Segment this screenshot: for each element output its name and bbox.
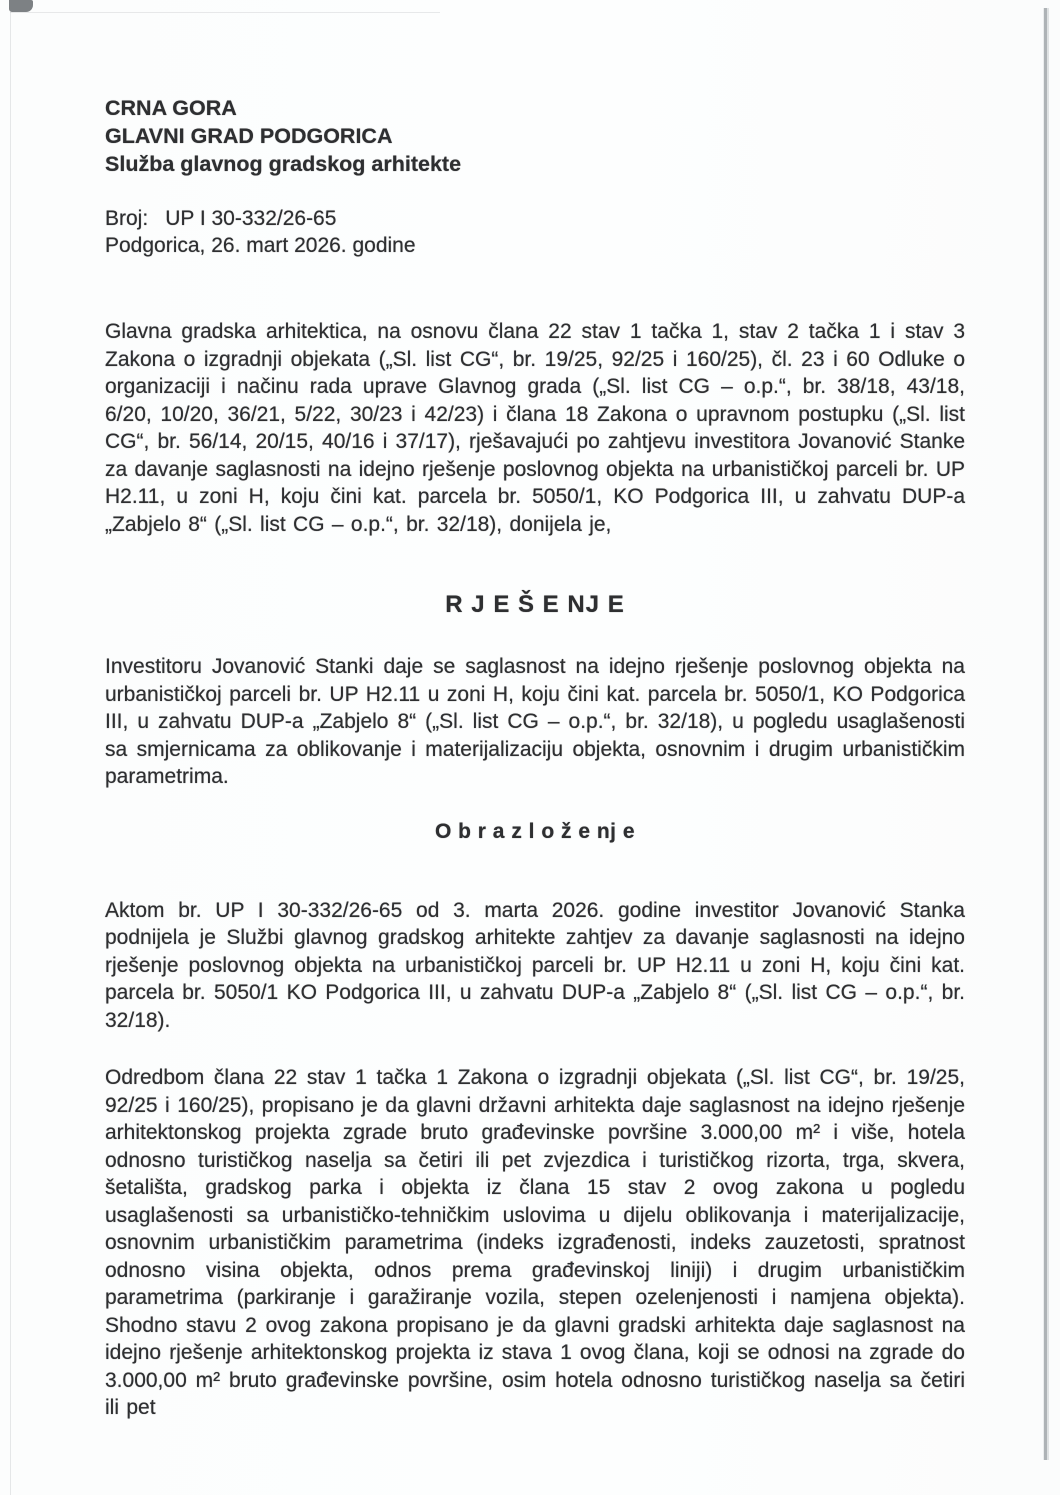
letterhead xyxy=(105,94,965,178)
document-meta xyxy=(105,205,965,259)
document-content xyxy=(105,0,965,1443)
scan-edge-left xyxy=(10,12,11,1495)
scan-corner-mark xyxy=(9,0,33,12)
explanation-paragraph-2: Odredbom člana 22 stav 1 tačka 1 Zakona o izgradnji objekata („Sl. list CG“, br. 19/25, 92/25 i 160/25), propisano je da glavni državni arhitekta daje saglasnost na idejno rješenje arhitektonskog projekta zgrade bruto građevinske površine 3.000,00 m² i više, hotela odnosno turističkog naselja sa četiri ili pet zvjezdica i turističkog rizorta, trga, skvera, šetališta, gradskog parka i objekta iz člana 15 stav 2 ovog zakona u pogledu usaglašenosti sa urbanističko-tehničkim uslovima u dijelu oblikovanja i materijalizacije, osnovnim urbanističkim parametrima (indeks izgrađenosti, indeks zauzetosti, spratnost odnosno visina objekta, odnos prema građevinskoj liniji) i drugim urbanističkim parametrima (parkiranje i garažiranje vozila, stepen ozelenjenosti i namjena objekta). Shodno stavu 2 ovog zakona propisano je da glavni gradski arhitekta daje saglasnost na idejno rješenje arhitektonskog projekta iz stava 1 ovog člana, koji se odnosi na zgrade do 3.000,00 m² bruto građevinske površine, osim hotela odnosno turističkog naselja sa četiri ili pet xyxy=(105,1066,965,1419)
explanation-heading: O b r a z l o ž e nj e xyxy=(434,819,636,843)
decision-heading: R J E Š E NJ E xyxy=(445,591,625,618)
case-number-value: UP I 30-332/26-65 xyxy=(165,207,337,230)
place-date-line: Podgorica, 26. mart 2026. godine xyxy=(105,234,416,257)
letterhead-city: GLAVNI GRAD PODGORICA xyxy=(105,124,393,148)
letterhead-country: CRNA GORA xyxy=(105,96,237,120)
decision-paragraph: Investitoru Jovanović Stanki daje se saglasnost na idejno rješenje poslovnog objekta na urbanističkoj parceli br. UP H2.11 u zoni H, koju čini kat. parcela br. 5050/1, KO Podgorica III, u zahvatu DUP-a „Zabjelo 8“ („Sl. list CG – o.p.“, br. 32/18), u pogledu usaglašenosti sa smjernicama za oblikovanje i materijalizaciju objekta, osnovnim i drugim urbanističkim parametrima. xyxy=(105,655,965,788)
explanation-paragraph-1: Aktom br. UP I 30-332/26-65 od 3. marta 2026. godine investitor Jovanović Stanka podnijela je Službi glavnog gradskog arhitekte zahtjev za davanje saglasnosti na idejno rješenje poslovnog objekta na urbanističkoj parceli br. UP H2.11 u zoni H, koju čini kat. parcela br. 5050/1 KO Podgorica III, u zahvatu DUP-a „Zabjelo 8“ („Sl. list CG – o.p.“, br. 32/18). xyxy=(105,898,965,1032)
case-number-label: Broj: xyxy=(105,207,149,230)
scan-edge-right xyxy=(1044,8,1047,1460)
intro-paragraph: Glavna gradska arhitektica, na osnovu člana 22 stav 1 tačka 1, stav 2 tačka 1 i stav 3 Zakona o izgradnji objekata („Sl. list CG“, br. 19/25, 92/25 i 160/25), čl. 23 i 60 Odluke o organizaciji i načinu rada uprave Glavnog grada („Sl. list CG – o.p.“, br. 38/18, 43/18, 6/20, 10/20, 36/21, 5/22, 30/23 i 42/23) i člana 18 Zakona o upravnom postupku („Sl. list CG“, br. 56/14, 20/15, 40/16 i 37/17), rješavajući po zahtjevu investitora Jovanović Stanke za davanje saglasnosti na idejno rješenje poslovnog objekta na urbanističkoj parceli br. UP H2.11, u zoni H, koju čini kat. parcela br. 5050/1, KO Podgorica III, u zahvatu DUP-a „Zabjelo 8“ („Sl. list CG – o.p.“, br. 32/18), donijela je, xyxy=(105,320,965,536)
letterhead-office: Služba glavnog gradskog arhitekte xyxy=(105,152,462,176)
case-number-line xyxy=(105,205,965,232)
